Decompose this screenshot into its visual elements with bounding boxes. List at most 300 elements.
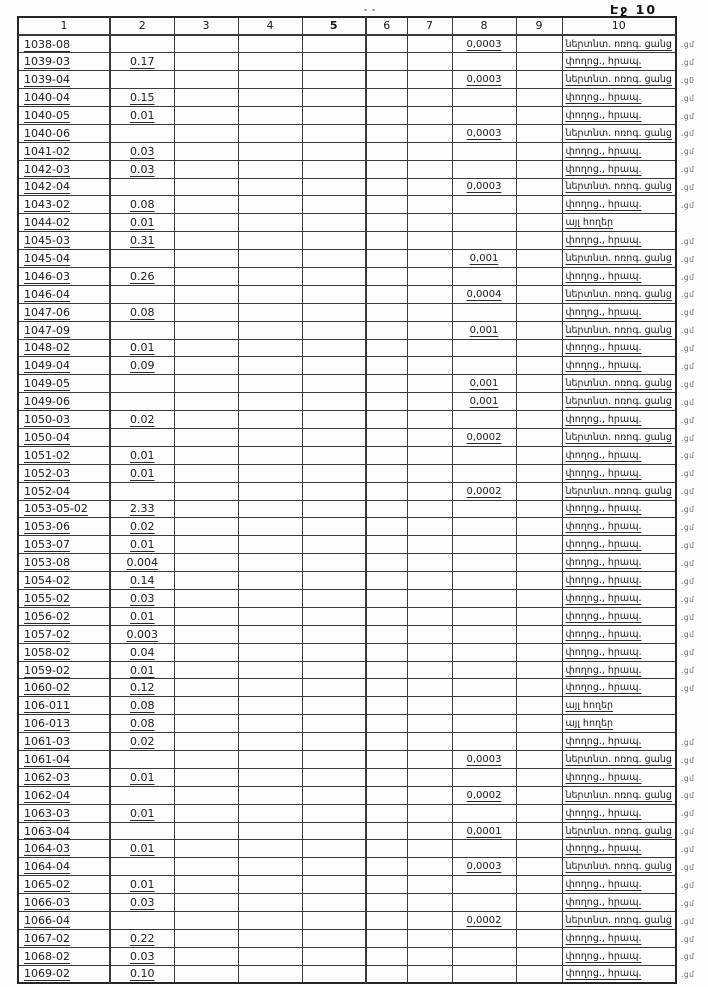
cell-9 xyxy=(516,804,562,822)
cell-parcel-code-text: 1040-05 xyxy=(24,108,70,122)
cell-landuse-text: ներտնտ. ոռոգ. ցանց xyxy=(565,753,672,765)
cell-4 xyxy=(238,232,302,250)
cell-col8-value xyxy=(452,303,516,321)
cell-landuse xyxy=(562,357,676,375)
cell-landuse xyxy=(562,285,676,303)
cell-5 xyxy=(302,35,366,53)
cell-parcel-code-text: 1046-03 xyxy=(24,269,70,283)
table-row xyxy=(18,876,676,894)
cell-col8-value xyxy=(452,894,516,912)
cell-area-value-text: 0.03 xyxy=(130,162,155,176)
cell-parcel-code-text: 1053-07 xyxy=(24,538,70,552)
cell-landuse xyxy=(562,536,676,554)
cell-parcel-code xyxy=(18,840,110,858)
cell-parcel-code-text: 1052-04 xyxy=(24,484,70,498)
cell-col8-value xyxy=(452,643,516,661)
cell-3 xyxy=(174,786,238,804)
cell-area-value xyxy=(110,339,174,357)
cell-col8-value xyxy=(452,160,516,178)
cell-parcel-code xyxy=(18,894,110,912)
cell-area-value-text: 0.003 xyxy=(126,627,158,641)
cell-landuse-text: փողոց., հրապ. xyxy=(565,145,642,157)
cell-landuse xyxy=(562,733,676,751)
cell-7 xyxy=(407,285,452,303)
cell-9 xyxy=(516,482,562,500)
cell-landuse xyxy=(562,106,676,124)
cell-parcel-code-text: 1040-04 xyxy=(24,91,70,104)
cell-parcel-code xyxy=(18,339,110,357)
table-row xyxy=(18,89,676,107)
cell-parcel-code-text: 1063-03 xyxy=(24,806,70,820)
margin-mark: .ցմ xyxy=(681,737,695,747)
cell-col8-value-text: 0,0003 xyxy=(466,74,502,86)
cell-4 xyxy=(238,267,302,285)
cell-9 xyxy=(516,142,562,160)
cell-7 xyxy=(407,661,452,679)
cell-area-value-text: 0.01 xyxy=(130,216,155,230)
cell-landuse xyxy=(562,35,676,53)
margin-mark: .ցմ xyxy=(681,469,695,479)
cell-6 xyxy=(366,500,407,518)
cell-parcel-code xyxy=(18,679,110,697)
cell-area-value xyxy=(110,768,174,786)
cell-3 xyxy=(174,267,238,285)
cell-4 xyxy=(238,53,302,71)
margin-mark: .ցմ xyxy=(681,684,695,694)
cell-col8-value-text: 0,0001 xyxy=(466,825,502,837)
cell-area-value-text: 0.03 xyxy=(130,591,155,605)
col-header-8: 8 xyxy=(452,17,516,35)
cell-landuse-text: ներտնտ. ոռոգ. ցանց xyxy=(565,789,672,801)
cell-7 xyxy=(407,607,452,625)
cell-9 xyxy=(516,590,562,608)
cell-area-value xyxy=(110,625,174,643)
cell-landuse xyxy=(562,339,676,357)
cell-6 xyxy=(366,482,407,500)
cell-parcel-code xyxy=(18,554,110,572)
cell-7 xyxy=(407,35,452,53)
cell-parcel-code xyxy=(18,804,110,822)
cell-3 xyxy=(174,661,238,679)
cell-area-value-text: 0.01 xyxy=(130,878,155,892)
table-row xyxy=(18,733,676,751)
cell-6 xyxy=(366,393,407,411)
cell-area-value xyxy=(110,250,174,268)
cell-col8-value-text: 0,0003 xyxy=(466,38,502,50)
cell-6 xyxy=(366,554,407,572)
cell-6 xyxy=(366,625,407,643)
cell-landuse-text: ներտնտ. ոռոգ. ցանց xyxy=(565,324,672,336)
cell-area-value xyxy=(110,160,174,178)
cell-col8-value xyxy=(452,518,516,536)
cell-landuse xyxy=(562,160,676,178)
cell-landuse xyxy=(562,965,676,983)
cell-7 xyxy=(407,768,452,786)
cell-col8-value xyxy=(452,214,516,232)
margin-mark xyxy=(681,698,708,716)
cell-9 xyxy=(516,303,562,321)
cell-4 xyxy=(238,303,302,321)
cell-9 xyxy=(516,106,562,124)
cell-6 xyxy=(366,464,407,482)
cell-landuse-text: փողոց., հրապ. xyxy=(565,199,642,211)
margin-mark: .ցմ xyxy=(681,451,695,461)
cell-col8-value xyxy=(452,232,516,250)
margin-mark: .ցմ xyxy=(681,308,695,318)
cell-9 xyxy=(516,876,562,894)
cell-parcel-code xyxy=(18,500,110,518)
cell-landuse xyxy=(562,124,676,142)
margin-mark xyxy=(681,716,708,734)
cell-parcel-code xyxy=(18,71,110,89)
cell-parcel-code xyxy=(18,965,110,983)
cell-9 xyxy=(516,947,562,965)
table-row xyxy=(18,232,676,250)
cell-landuse-text: ներտնտ. ոռոգ. ցանց xyxy=(565,288,672,300)
table-row xyxy=(18,357,676,375)
cell-parcel-code xyxy=(18,446,110,464)
cell-6 xyxy=(366,822,407,840)
cell-5 xyxy=(302,106,366,124)
cell-landuse-text: փողոց., հրապ. xyxy=(565,521,642,533)
cell-3 xyxy=(174,232,238,250)
cell-parcel-code-text: 106-013 xyxy=(24,717,70,731)
cell-parcel-code-text: 1053-08 xyxy=(24,556,70,570)
cell-9 xyxy=(516,339,562,357)
cell-parcel-code xyxy=(18,250,110,268)
cell-parcel-code-text: 1048-02 xyxy=(24,341,70,355)
cell-area-value xyxy=(110,822,174,840)
cell-parcel-code-text: 1043-02 xyxy=(24,198,70,212)
margin-mark: .ցմ xyxy=(681,326,695,336)
cell-parcel-code-text: 1061-04 xyxy=(24,752,70,766)
cell-landuse xyxy=(562,250,676,268)
cell-5 xyxy=(302,53,366,71)
cell-col8-value xyxy=(452,947,516,965)
cell-6 xyxy=(366,214,407,232)
cell-parcel-code xyxy=(18,947,110,965)
cell-parcel-code-text: 1066-03 xyxy=(24,896,70,910)
cell-parcel-code xyxy=(18,428,110,446)
cell-area-value xyxy=(110,393,174,411)
cell-5 xyxy=(302,285,366,303)
cell-6 xyxy=(366,661,407,679)
cell-area-value xyxy=(110,894,174,912)
cell-5 xyxy=(302,661,366,679)
cell-7 xyxy=(407,912,452,930)
cell-col8-value xyxy=(452,124,516,142)
cell-parcel-code xyxy=(18,142,110,160)
cell-parcel-code-text: 1066-04 xyxy=(24,913,70,927)
cell-landuse-text: այլ հողեր xyxy=(565,718,614,730)
margin-mark: .ցմ xyxy=(681,397,695,407)
cell-area-value xyxy=(110,607,174,625)
table-row xyxy=(18,965,676,983)
cell-7 xyxy=(407,375,452,393)
cell-area-value-text: 0.08 xyxy=(130,305,155,319)
cell-3 xyxy=(174,446,238,464)
cell-col8-value xyxy=(452,482,516,500)
table-row xyxy=(18,500,676,518)
table-row xyxy=(18,35,676,53)
cell-area-value xyxy=(110,35,174,53)
margin-mark: .ց0 xyxy=(681,75,695,85)
cell-parcel-code-text: 1054-02 xyxy=(24,574,70,588)
cell-7 xyxy=(407,894,452,912)
cell-4 xyxy=(238,840,302,858)
cell-4 xyxy=(238,250,302,268)
cell-parcel-code-text: 1053-05-02 xyxy=(24,502,88,516)
cell-col8-value xyxy=(452,446,516,464)
col-header-10: 10 xyxy=(562,17,676,35)
cell-area-value xyxy=(110,858,174,876)
cell-5 xyxy=(302,786,366,804)
cell-col8-value xyxy=(452,912,516,930)
cell-5 xyxy=(302,518,366,536)
cell-parcel-code xyxy=(18,89,110,107)
cell-5 xyxy=(302,232,366,250)
cell-parcel-code-text: 1063-04 xyxy=(24,824,70,838)
cell-3 xyxy=(174,876,238,894)
table-row xyxy=(18,625,676,643)
cell-area-value-text: 0.01 xyxy=(130,538,155,552)
cell-7 xyxy=(407,590,452,608)
cell-parcel-code xyxy=(18,411,110,429)
cell-area-value xyxy=(110,214,174,232)
cell-5 xyxy=(302,214,366,232)
cell-parcel-code xyxy=(18,572,110,590)
cell-7 xyxy=(407,142,452,160)
cell-7 xyxy=(407,428,452,446)
cell-7 xyxy=(407,53,452,71)
cell-col8-value xyxy=(452,250,516,268)
scan-noise-dot xyxy=(372,9,375,11)
cell-col8-value xyxy=(452,393,516,411)
cell-parcel-code-text: 1049-04 xyxy=(24,359,70,373)
cell-5 xyxy=(302,124,366,142)
cell-area-value xyxy=(110,142,174,160)
cell-col8-value xyxy=(452,196,516,214)
cell-4 xyxy=(238,518,302,536)
cell-9 xyxy=(516,267,562,285)
cell-area-value-text: 0.02 xyxy=(130,735,155,749)
cell-9 xyxy=(516,35,562,53)
cell-col8-value xyxy=(452,106,516,124)
cell-3 xyxy=(174,375,238,393)
cell-5 xyxy=(302,822,366,840)
cell-landuse xyxy=(562,393,676,411)
cell-area-value-text: 0.03 xyxy=(130,144,155,158)
cell-4 xyxy=(238,464,302,482)
cell-parcel-code xyxy=(18,196,110,214)
cell-col8-value xyxy=(452,357,516,375)
cell-5 xyxy=(302,965,366,983)
cell-landuse-text: փողոց., հրապ. xyxy=(565,306,642,318)
cell-col8-value xyxy=(452,285,516,303)
table-row xyxy=(18,196,676,214)
cell-5 xyxy=(302,393,366,411)
cell-area-value xyxy=(110,482,174,500)
cell-parcel-code xyxy=(18,53,110,71)
cell-4 xyxy=(238,607,302,625)
cell-3 xyxy=(174,804,238,822)
col-header-4: 4 xyxy=(238,17,302,35)
cell-parcel-code xyxy=(18,607,110,625)
cell-9 xyxy=(516,89,562,107)
cell-col8-value xyxy=(452,178,516,196)
cell-col8-value-text: 0,001 xyxy=(469,253,499,265)
cell-7 xyxy=(407,446,452,464)
cell-area-value-text: 0.03 xyxy=(130,949,155,963)
cell-7 xyxy=(407,804,452,822)
cell-parcel-code-text: 1046-04 xyxy=(24,287,70,301)
cell-parcel-code-text: 106-011 xyxy=(24,699,70,713)
cell-landuse xyxy=(562,53,676,71)
cell-5 xyxy=(302,536,366,554)
cell-5 xyxy=(302,876,366,894)
cell-5 xyxy=(302,912,366,930)
cell-7 xyxy=(407,214,452,232)
cell-landuse-text: փողոց., հրապ. xyxy=(565,414,642,426)
cell-7 xyxy=(407,572,452,590)
margin-mark: .ցմ xyxy=(681,254,695,264)
cell-3 xyxy=(174,71,238,89)
margin-mark: .ցմ xyxy=(681,523,695,533)
cell-landuse-text: փողոց., հրապ. xyxy=(565,610,642,622)
cell-9 xyxy=(516,71,562,89)
cell-9 xyxy=(516,232,562,250)
cell-5 xyxy=(302,572,366,590)
cell-5 xyxy=(302,250,366,268)
cell-parcel-code xyxy=(18,590,110,608)
cell-parcel-code-text: 1049-06 xyxy=(24,395,70,409)
cell-area-value xyxy=(110,840,174,858)
cell-7 xyxy=(407,124,452,142)
cell-col8-value-text: 0,0003 xyxy=(466,181,502,193)
cell-landuse-text: փողոց., հրապ. xyxy=(565,449,642,461)
cell-landuse-text: փողոց., հրապ. xyxy=(565,467,642,479)
cell-9 xyxy=(516,500,562,518)
cell-col8-value xyxy=(452,536,516,554)
cell-landuse xyxy=(562,572,676,590)
cell-5 xyxy=(302,446,366,464)
cell-parcel-code xyxy=(18,464,110,482)
table-row xyxy=(18,321,676,339)
cell-7 xyxy=(407,751,452,769)
cell-6 xyxy=(366,536,407,554)
cell-area-value-text: 0.01 xyxy=(130,770,155,784)
cell-9 xyxy=(516,464,562,482)
cell-landuse-text: փողոց., հրապ. xyxy=(565,628,642,640)
cell-landuse-text: փողոց., հրապ. xyxy=(565,56,642,68)
cell-landuse xyxy=(562,679,676,697)
cell-6 xyxy=(366,178,407,196)
cell-parcel-code-text: 1039-03 xyxy=(24,55,70,69)
cell-parcel-code-text: 1058-02 xyxy=(24,645,70,659)
cell-9 xyxy=(516,411,562,429)
cell-7 xyxy=(407,411,452,429)
cell-parcel-code xyxy=(18,124,110,142)
cell-landuse-text: փողոց., հրապ. xyxy=(565,92,642,103)
cell-7 xyxy=(407,786,452,804)
cell-4 xyxy=(238,786,302,804)
cell-5 xyxy=(302,894,366,912)
cell-7 xyxy=(407,89,452,107)
cell-parcel-code-text: 1041-02 xyxy=(24,144,70,158)
cell-landuse-text: փողոց., հրապ. xyxy=(565,807,642,819)
cell-col8-value-text: 0,0003 xyxy=(466,861,502,873)
cell-parcel-code-text: 1064-03 xyxy=(24,842,70,856)
cell-5 xyxy=(302,840,366,858)
cell-area-value-text: 0.01 xyxy=(130,663,155,677)
cell-7 xyxy=(407,840,452,858)
cell-5 xyxy=(302,464,366,482)
table-row xyxy=(18,178,676,196)
cell-4 xyxy=(238,285,302,303)
cell-3 xyxy=(174,536,238,554)
cell-area-value xyxy=(110,53,174,71)
cell-landuse xyxy=(562,375,676,393)
margin-mark: .ցմ xyxy=(681,952,695,962)
cell-landuse xyxy=(562,858,676,876)
table-row xyxy=(18,142,676,160)
cell-3 xyxy=(174,214,238,232)
cell-landuse-text: փողոց., հրապ. xyxy=(565,950,642,962)
cell-6 xyxy=(366,232,407,250)
cell-col8-value xyxy=(452,375,516,393)
cell-area-value xyxy=(110,375,174,393)
cell-landuse-text: ներտնտ. ոռոգ. ցանց xyxy=(565,253,672,265)
cell-landuse xyxy=(562,303,676,321)
cell-4 xyxy=(238,124,302,142)
table-row xyxy=(18,124,676,142)
cell-5 xyxy=(302,733,366,751)
cell-3 xyxy=(174,858,238,876)
table-row xyxy=(18,554,676,572)
cell-area-value xyxy=(110,196,174,214)
cell-parcel-code xyxy=(18,822,110,840)
cell-6 xyxy=(366,733,407,751)
cell-5 xyxy=(302,89,366,107)
cell-3 xyxy=(174,411,238,429)
cell-landuse-text: ներտնտ. ոռոգ. ցանց xyxy=(565,431,672,443)
table-row xyxy=(18,536,676,554)
cell-7 xyxy=(407,643,452,661)
cell-3 xyxy=(174,572,238,590)
cell-col8-value xyxy=(452,858,516,876)
cell-5 xyxy=(302,643,366,661)
cell-7 xyxy=(407,339,452,357)
cell-9 xyxy=(516,196,562,214)
cell-9 xyxy=(516,554,562,572)
cell-9 xyxy=(516,375,562,393)
cell-area-value-text: 0.01 xyxy=(130,466,155,480)
cell-area-value xyxy=(110,643,174,661)
table-row xyxy=(18,482,676,500)
cell-area-value xyxy=(110,751,174,769)
cell-landuse xyxy=(562,178,676,196)
page-number-label: Էջ 10 xyxy=(610,2,658,17)
cell-parcel-code-text: 1045-04 xyxy=(24,252,70,266)
cell-5 xyxy=(302,554,366,572)
cell-3 xyxy=(174,643,238,661)
cell-col8-value xyxy=(452,428,516,446)
col-header-1: 1 xyxy=(18,17,110,35)
table-row xyxy=(18,106,676,124)
cell-5 xyxy=(302,751,366,769)
cell-parcel-code xyxy=(18,303,110,321)
cell-5 xyxy=(302,178,366,196)
